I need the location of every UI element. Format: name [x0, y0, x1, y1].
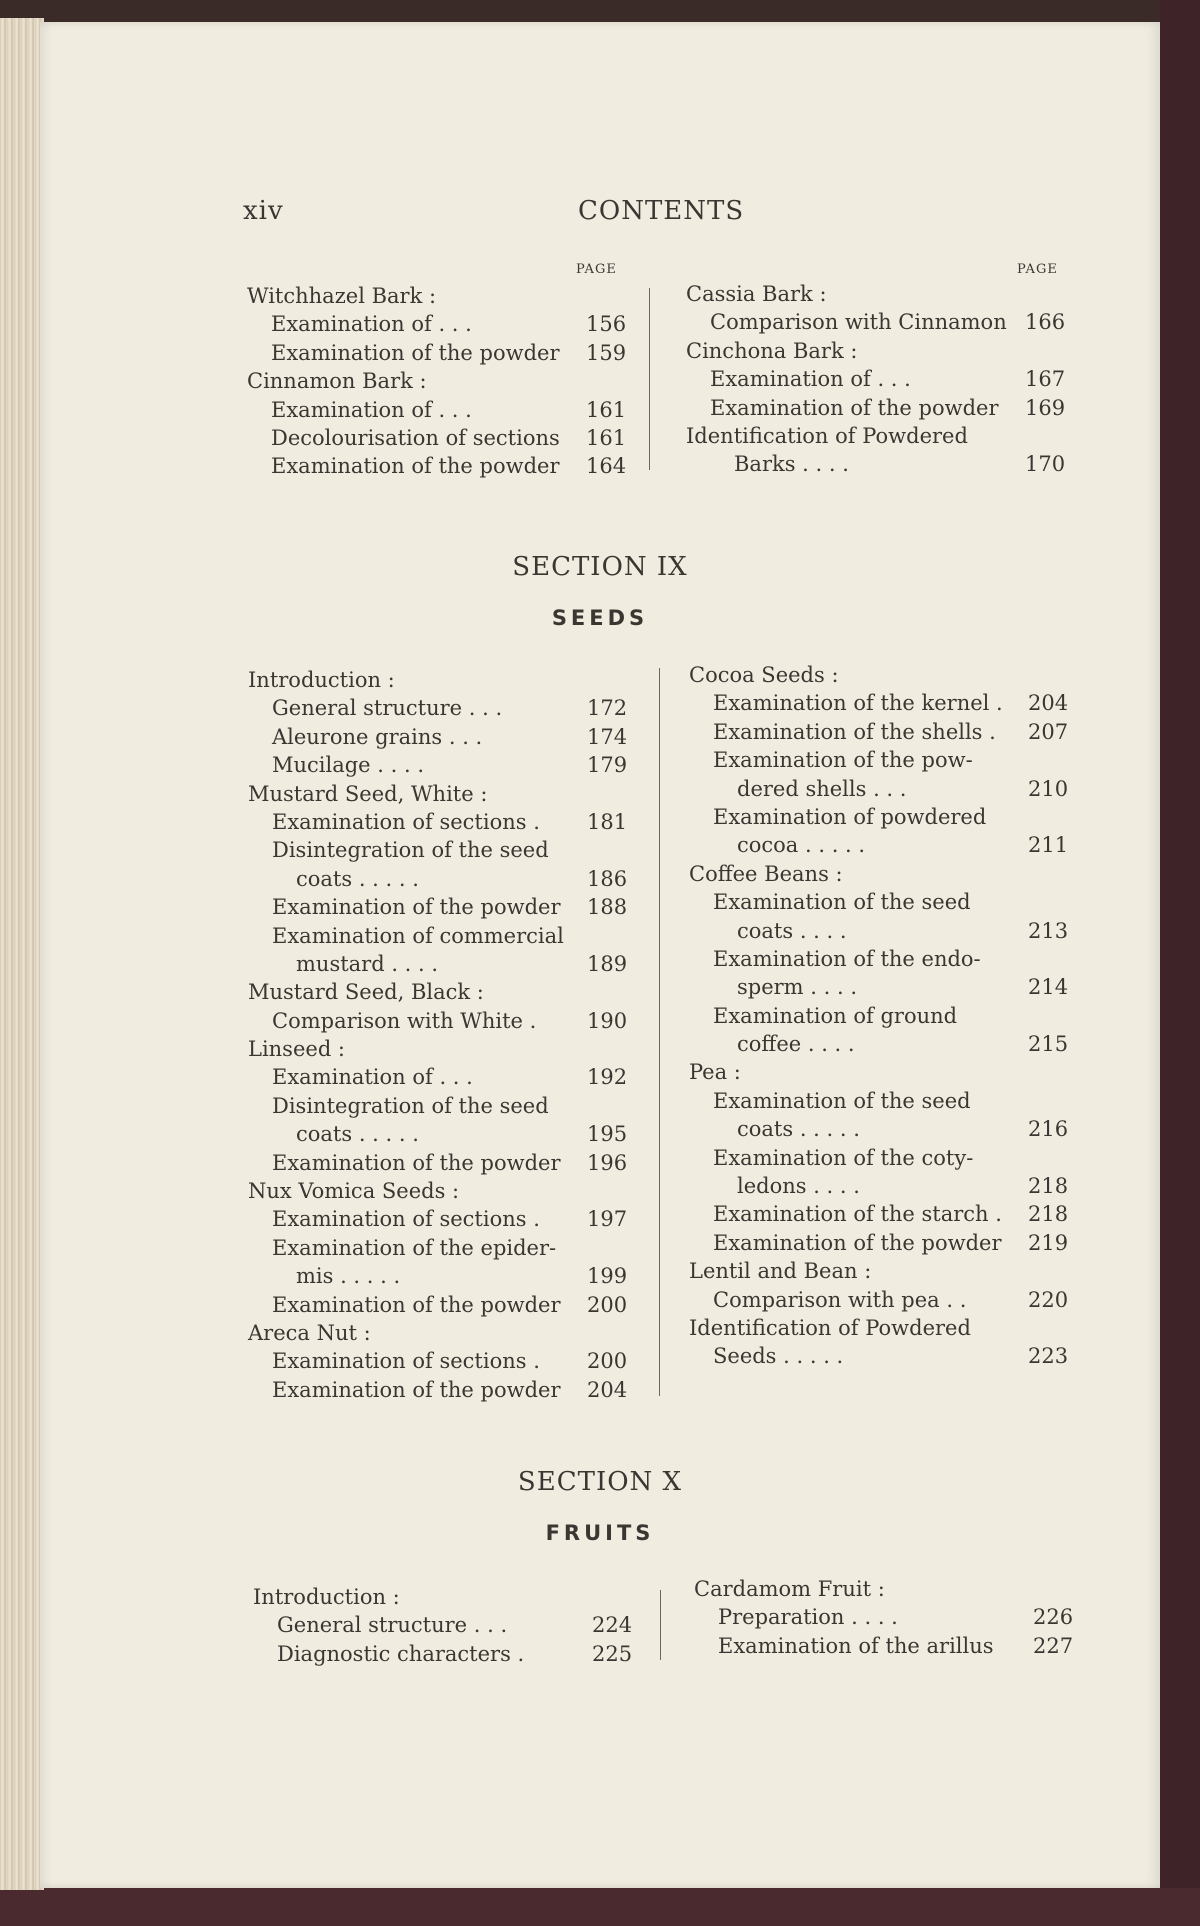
toc-entry-page: 220 [1028, 1287, 1069, 1312]
toc-entry-text: Nux Vomica Seeds : [248, 1179, 460, 1204]
toc-entry-text: Comparison with Cinnamon [710, 310, 1007, 335]
toc-entry-page: 192 [587, 1065, 628, 1090]
toc-entry-text: Witchhazel Bark : [247, 284, 437, 308]
toc-entry-text: mis . . . . . [296, 1264, 401, 1289]
toc-entry-text: Areca Nut : [248, 1320, 371, 1345]
toc-entry-text: Examination of the seed [713, 890, 971, 915]
toc-entry-text: Seeds . . . . . [713, 1344, 844, 1369]
page-label-right: PAGE [1017, 262, 1058, 277]
toc-entry-page: 199 [587, 1264, 628, 1289]
toc-entry-text: mustard . . . . [296, 951, 439, 976]
toc-entry-page: 172 [587, 696, 628, 721]
toc-entry-text: Examination of sections . [272, 1207, 540, 1232]
toc-entry-page: 166 [1025, 310, 1066, 335]
toc-entry-page: 195 [587, 1122, 628, 1147]
toc-entry-text: Diagnostic characters . [277, 1641, 525, 1666]
toc-entry-text: Examination of powdered [713, 804, 987, 829]
toc-entry-text: Examination of commercial [272, 923, 564, 948]
toc-entry-text: Identification of Powdered [686, 423, 968, 448]
toc-entry-page: 214 [1028, 975, 1069, 1000]
toc-entry-page: 186 [587, 866, 628, 891]
toc-entry-text: Examination of the powder [272, 1292, 561, 1317]
toc-entry-text: Identification of Powdered [689, 1315, 971, 1340]
toc-entry-text: Mucilage . . . . [272, 753, 425, 778]
toc-entry-page: 200 [587, 1292, 628, 1317]
toc-entry-text: Coffee Beans : [689, 861, 843, 886]
toc-entry-page: 156 [586, 312, 627, 337]
column-rule [660, 1590, 661, 1660]
toc-entry-text: Examination of the powder [272, 895, 561, 920]
toc-entry-text: Barks . . . . [734, 452, 849, 477]
toc-entry-text: Introduction : [253, 1585, 400, 1609]
toc-entry-text: Disintegration of the seed [272, 838, 549, 863]
toc-entry-text: Examination of . . . [271, 397, 472, 422]
toc-entry-text: Aleurone grains . . . [272, 724, 483, 749]
toc-entry-text: Examination of the shells . [713, 719, 996, 744]
section-ix-subtitle: SEEDS [551, 606, 649, 630]
toc-entry-page: 226 [1033, 1605, 1074, 1630]
toc-entry-text: Examination of . . . [710, 367, 911, 392]
toc-entry-page: 170 [1025, 452, 1066, 477]
toc-entry-text: dered shells . . . [737, 776, 907, 801]
toc-entry-text: Examination of sections . [272, 1349, 540, 1374]
toc-entry-text: Examination of the powder [713, 1230, 1002, 1255]
section-ix-title: SECTION IX [512, 552, 688, 582]
toc-entry-text: Examination of the starch . [713, 1202, 1002, 1227]
toc-entry-text: Examination of the powder [271, 454, 560, 479]
toc-entry-page: 218 [1028, 1202, 1069, 1227]
toc-entry-text: Examination of the powder [272, 1150, 561, 1175]
toc-entry-page: 159 [586, 340, 627, 365]
toc-entry-text: Comparison with White . [272, 1008, 537, 1033]
page-numeral: xiv [243, 196, 284, 226]
book-cover-edge [1160, 0, 1200, 1926]
toc-entry-text: Examination of the powder [710, 395, 999, 420]
toc-entry-page: 211 [1028, 833, 1069, 858]
toc-entry-text: coats . . . . . [737, 1117, 860, 1142]
toc-entry-page: 169 [1025, 395, 1066, 420]
toc-entry-page: 190 [587, 1008, 628, 1033]
toc-entry-text: Comparison with pea . . [713, 1287, 967, 1312]
toc-entry-page: 167 [1025, 367, 1066, 392]
toc-entry-page: 164 [586, 454, 627, 479]
toc-entry-page: 224 [592, 1613, 633, 1638]
toc-entry-text: coats . . . . . [296, 866, 419, 891]
toc-entry-text: Mustard Seed, Black : [248, 980, 484, 1005]
toc-entry-text: Examination of the pow- [713, 748, 973, 773]
toc-entry-page: 210 [1028, 776, 1069, 801]
toc-entry-text: Preparation . . . . [718, 1605, 898, 1630]
toc-entry-text: ledons . . . . [737, 1174, 860, 1199]
toc-entry-text: Cinchona Bark : [686, 338, 858, 363]
toc-entry-page: 213 [1028, 918, 1069, 943]
toc-entry-text: Examination of the powder [272, 1377, 561, 1402]
toc-entry-text: General structure . . . [277, 1613, 508, 1638]
toc-entry-page: 227 [1033, 1633, 1074, 1658]
toc-entry-page: 197 [587, 1207, 628, 1232]
toc-entry-page: 207 [1028, 719, 1069, 744]
toc-entry-text: Examination of ground [713, 1003, 958, 1028]
toc-entry-page: 188 [587, 895, 628, 920]
toc-entry-text: Examination of the powder [271, 340, 560, 365]
toc-entry-page: 216 [1028, 1117, 1069, 1142]
toc-entry-page: 215 [1028, 1032, 1069, 1057]
toc-entry-text: sperm . . . . [737, 975, 858, 1000]
toc-entry-text: Examination of . . . [271, 312, 472, 337]
toc-entry-text: Pea : [689, 1060, 741, 1085]
toc-entry-text: Examination of the coty- [713, 1145, 974, 1170]
toc-entry-text: Examination of the endo- [713, 946, 981, 971]
toc-entry-page: 223 [1028, 1344, 1069, 1369]
toc-entry-text: Examination of the epider- [272, 1235, 557, 1260]
toc-entry-page: 174 [587, 724, 628, 749]
toc-entry-text: cocoa . . . . . [737, 833, 866, 858]
toc-entry-text: Examination of the kernel . [713, 691, 1003, 716]
toc-entry-page: 225 [592, 1641, 633, 1666]
page-label-left: PAGE [576, 262, 617, 277]
toc-entry-text: Examination of the seed [713, 1088, 971, 1113]
toc-entry-text: Examination of sections . [272, 809, 540, 834]
toc-entry-page: 196 [587, 1150, 628, 1175]
toc-entry-page: 204 [587, 1377, 628, 1402]
toc-entry-page: 204 [1028, 691, 1069, 716]
toc-entry-text: Examination of . . . [272, 1065, 473, 1090]
toc-entry-text: General structure . . . [272, 696, 503, 721]
toc-entry-page: 161 [586, 397, 627, 422]
toc-entry-text: coffee . . . . [737, 1032, 855, 1057]
column-rule [649, 288, 650, 470]
running-title: CONTENTS [578, 196, 745, 226]
toc-entry-text: Mustard Seed, White : [248, 781, 488, 806]
toc-entry-page: 200 [587, 1349, 628, 1374]
book-cover-bottom [0, 1888, 1200, 1926]
toc-entry-page: 189 [587, 951, 628, 976]
toc-entry-page: 218 [1028, 1174, 1069, 1199]
page-edges [0, 18, 44, 1890]
toc-entry-page: 161 [586, 425, 627, 450]
toc-entry-text: Cocoa Seeds : [689, 663, 839, 687]
toc-entry-page: 179 [587, 753, 628, 778]
toc-entry-text: Decolourisation of sections [271, 425, 560, 450]
toc-entry-page: 219 [1028, 1230, 1069, 1255]
section-x-subtitle: FRUITS [545, 1521, 655, 1545]
toc-entry-text: coats . . . . . [296, 1122, 419, 1147]
toc-entry-text: Examination of the arillus [718, 1633, 994, 1658]
section-x-title: SECTION X [517, 1467, 683, 1497]
toc-entry-text: Cardamom Fruit : [694, 1577, 885, 1601]
toc-entry-text: Cassia Bark : [686, 282, 827, 306]
toc-entry-text: coats . . . . [737, 918, 847, 943]
toc-entry-page: 181 [587, 809, 628, 834]
toc-entry-text: Introduction : [248, 668, 395, 692]
toc-entry-text: Lentil and Bean : [689, 1259, 872, 1284]
toc-entry-text: Linseed : [248, 1037, 346, 1062]
toc-entry-text: Disintegration of the seed [272, 1093, 549, 1118]
toc-entry-text: Cinnamon Bark : [247, 369, 427, 394]
column-rule [659, 668, 660, 1396]
